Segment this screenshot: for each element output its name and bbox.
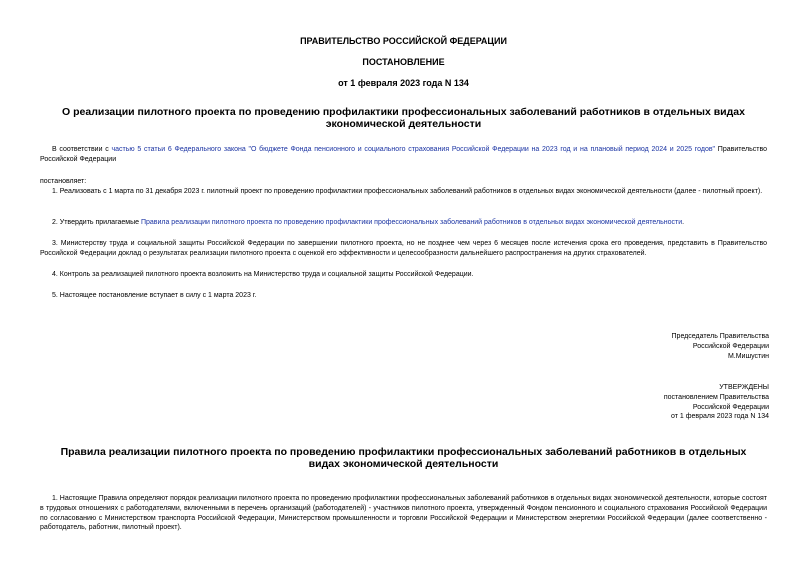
intro-text-before: В соответствии с (52, 146, 112, 153)
item-3: 3. Министерству труда и социальной защиты Российской Федерации по завершении пилотного проекта, но не позднее чем через 6 месяцев после истечения срока его проведения, представить в Правительство Российской Федерации доклад о результатах реализации пилотного проекта с оценкой его эффективности и целесообразности дальнейшего распространения на других страхователей. (40, 240, 767, 257)
signature-block (672, 332, 769, 361)
document-title: О реализации пилотного проекта по проведению профилактики профессиональных заболеваний работников в отдельных видах экономической деятельности (62, 106, 745, 130)
decrees-label: постановляет: (40, 178, 87, 185)
header-date-number: от 1 февраля 2023 года N 134 (338, 78, 469, 88)
intro-paragraph (40, 145, 767, 165)
item-2-end: . (682, 219, 685, 226)
item-4: 4. Контроль за реализацией пилотного проекта возложить на Министерство труда и социальной защиты Российской Федерации. (52, 271, 474, 278)
rules-link[interactable]: Правила реализации пилотного проекта по проведению профилактики профессиональных заболеваний работников в отдельных видах экономической деятельности (140, 219, 683, 226)
rules-item-1: 1. Настоящие Правила определяют порядок реализации пилотного проекта по проведению профилактики профессиональных заболеваний работников в отдельных видах экономической деятельности, которые состоят в трудовых отношениях с работодателями, включенными в перечень организаций (работодателей) - участников пилотного проекта, утвержденный Фондом пенсионного и социального страхования Российской Федерации по согласованию с Министерством транспорта Российской Федерации, Министерством промышленности и торговли Российской Федерации и Министерством энергетики Российской Федерации (далее соответственно - работодатель, работник, пилотный проект). (40, 495, 767, 532)
item-2-text: 2. Утвердить прилагаемые (52, 219, 141, 226)
approved-by: постановлением Правительства (663, 393, 769, 401)
signature-name: М.Мишустин (727, 352, 769, 360)
header-government: ПРАВИТЕЛЬСТВО РОССИЙСКОЙ ФЕДЕРАЦИИ (300, 36, 507, 46)
item-1: 1. Реализовать с 1 марта по 31 декабря 2023 г. пилотный проект по проведению профилактики профессиональных заболеваний работников в отдельных видах экономической деятельности (далее - пилотный проект). (52, 188, 763, 195)
rules-title: Правила реализации пилотного проекта по проведению профилактики профессиональных заболеваний работников в отдельных видах экономической деятельности (60, 446, 747, 470)
item-5: 5. Настоящее постановление вступает в силу с 1 марта 2023 г. (52, 292, 257, 299)
intro-text-after: Правительство Российской Федерации (40, 146, 767, 163)
approved-date: от 1 февраля 2023 года N 134 (671, 413, 769, 421)
approved-label: УТВЕРЖДЕНЫ (719, 384, 769, 391)
signature-position: Председатель Правительства (671, 333, 769, 340)
approved-org: Российской Федерации (692, 403, 769, 411)
item-2 (40, 218, 767, 228)
header-decree-type: ПОСТАНОВЛЕНИЕ (362, 57, 445, 67)
federal-law-link[interactable]: частью 5 статьи 6 Федерального закона "О бюджете Фонда пенсионного и социального страхования Российской Федерации на 2023 год и на плановый период 2024 и 2025 годов" (111, 146, 716, 153)
signature-org: Российской Федерации (692, 342, 769, 350)
approved-block (664, 383, 769, 422)
